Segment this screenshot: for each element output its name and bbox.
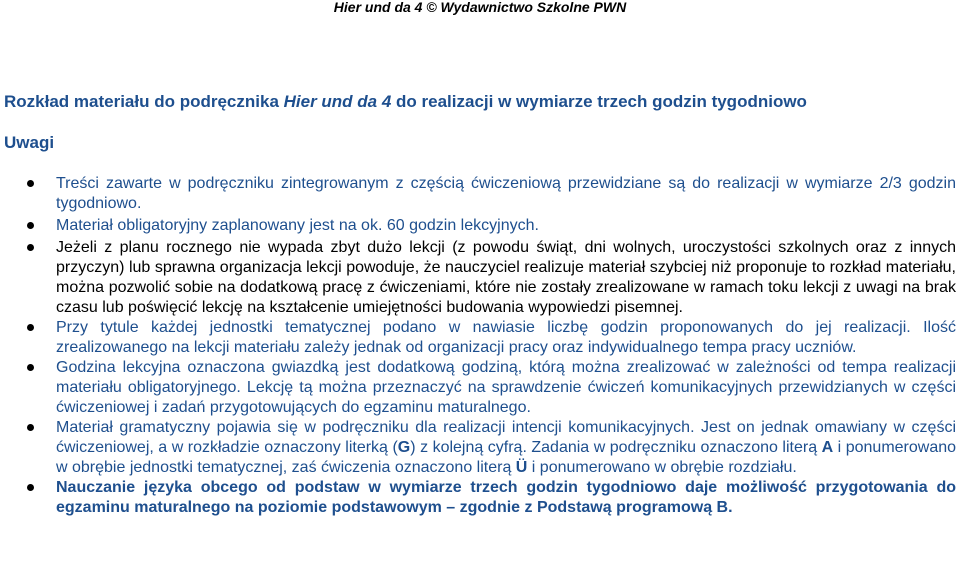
page-header: Hier und da 4 © Wydawnictwo Szkolne PWN — [333, 0, 627, 15]
list-item — [0, 418, 958, 478]
bullet-icon — [27, 484, 34, 491]
bullet-icon — [27, 244, 34, 251]
letter-a: A — [821, 439, 834, 456]
bullet-icon — [27, 424, 34, 431]
list-item — [0, 238, 958, 318]
note-text — [56, 419, 956, 476]
note-text-part: i ponumerowano w obrębie jednostki tematycznej, zaś ćwiczenia oznaczono literą — [56, 439, 957, 476]
note-text: Przy tytule każdej jednostki tematycznej podano w nawiasie liczbę godzin proponowanych do jej realizacji. Ilość zrealizowanego na lekcji materiału zależy jednak od organizacji pracy oraz indywidualnego tempa pracy uczniów. — [56, 319, 956, 356]
note-text: Jeżeli z planu rocznego nie wypada zbyt dużo lekcji (z powodu świąt, dni wolnych, uroczystości szkolnych oraz z innych przyczyn) lub sprawna organizacja lekcji powoduje, że nauczyciel realizuje materiał szybciej niż proponuje to rozkład materiału, można pozwolić sobie na dodatkową pracę z ćwiczeniami, które nie zostały zrealizowane w ramach toku lekcji z uwagi na brak czasu lub poświęcić lekcję na kształcenie umiejętności budowania wypowiedzi pisemnej. — [56, 239, 956, 316]
note-text: Nauczanie języka obcego od podstaw w wymiarze trzech godzin tygodniowo daje możliwość przygotowania do egzaminu maturalnego na poziomie podstawowym – zgodnie z Podstawą programową B. — [56, 479, 956, 516]
bullet-icon — [27, 222, 34, 229]
list-item — [0, 478, 958, 518]
list-item — [0, 318, 958, 358]
notes-list — [0, 174, 958, 518]
page-title — [4, 92, 960, 112]
bullet-icon — [27, 364, 34, 371]
letter-u: Ü — [515, 459, 528, 476]
note-text-part: i ponumerowano w obrębie rozdziału. — [527, 459, 797, 476]
letter-g: G — [397, 439, 411, 456]
list-item — [0, 358, 958, 418]
note-text: Treści zawarte w podręczniku zintegrowanym z częścią ćwiczeniową przewidziane są do realizacji w wymiarze 2/3 godzin tygodniowo. — [56, 175, 956, 212]
bullet-icon — [27, 324, 34, 331]
title-book: Hier und da 4 — [283, 92, 392, 111]
bullet-icon — [27, 180, 34, 187]
note-text-part: ) z kolejną cyfrą. Zadania w podręczniku oznaczono literą — [410, 439, 822, 456]
list-item — [0, 174, 958, 214]
title-prefix: Rozkład materiału do podręcznika — [4, 92, 284, 111]
section-heading-uwagi: Uwagi — [4, 133, 55, 152]
note-text-part: Materiał gramatyczny pojawia się w podręczniku dla realizacji intencji komunikacyjnych. Jest on jednak omawiany w części ćwiczeniowej, a w rozkładzie oznaczony literką ( — [56, 419, 956, 456]
title-suffix: do realizacji w wymiarze trzech godzin tygodniowo — [391, 92, 807, 111]
note-text: Materiał obligatoryjny zaplanowany jest na ok. 60 godzin lekcyjnych. — [56, 217, 539, 234]
list-item — [0, 216, 958, 236]
note-text: Godzina lekcyjna oznaczona gwiazdką jest dodatkową godziną, którą można zrealizować w zależności od tempa realizacji materiału obligatoryjnego. Lekcję tą można przeznaczyć na sprawdzenie ćwiczeń komunikacyjnych przewidzianych w części ćwiczeniowej i zadań przygotowujących do egzaminu maturalnego. — [56, 359, 956, 416]
